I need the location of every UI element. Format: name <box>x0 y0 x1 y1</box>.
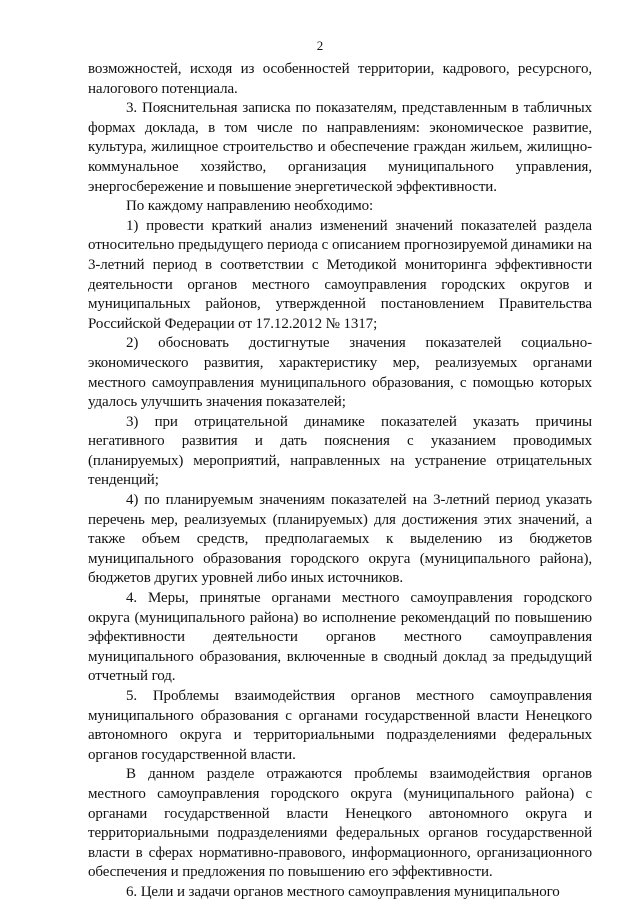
list-item-4: 4) по планируемым значениям показателей на 3-летний период указать перечень мер, реализуемых (планируемых) для достижения этих значений, а также объем средств, предполагаемых к выделению из бюджетов муниципального образования городского округа (муниципального района), бюджетов других уровней либо иных источников. <box>88 492 592 587</box>
paragraph-goals: 6. Цели и задачи органов местного самоуправления муниципального <box>126 883 560 900</box>
page-number: 2 <box>316 38 324 53</box>
list-item-3: 3) при отрицательной динамике показателей указать причины негативного развития и дать пояснения с указанием проводимых (планируемых) мероприятий, направленных на устранение отрицательных тенденций; <box>88 413 592 489</box>
paragraph-measures: 4. Меры, принятые органами местного самоуправления городского округа (муниципального района) во исполнение рекомендаций по повышению эффективности деятельности органов местного самоуправления муниципального образования, включенные в сводный доклад за предыдущий отчетный год. <box>88 590 592 685</box>
paragraph-explanatory-note: 3. Пояснительная записка по показателям, представленным в табличных формах доклада, в том числе по направлениям: экономическое развитие, культура, жилищное строительство и обеспечение граждан жильем, жилищно-коммунальное хозяйство, организация муниципального управления, энергосбережение и повышение энергетической эффективности. <box>88 100 592 195</box>
paragraph-requirements-intro: По каждому направлению необходимо: <box>126 198 374 215</box>
paragraph-continuation: возможностей, исходя из особенностей территории, кадрового, ресурсного, налогового потенциала. <box>88 61 592 97</box>
paragraph-problems-detail: В данном разделе отражаются проблемы взаимодействия органов местного самоуправления городского округа (муниципального района) с органами государственной власти Ненецкого автономного округа и территориальными подразделениями федеральных органов государственной власти в сферах нормативно-правового, информационного, организационного обеспечения и предложения по повышению его эффективности. <box>88 766 592 881</box>
list-item-2: 2) обосновать достигнутые значения показателей социально-экономического развития, характеристику мер, реализуемых органами местного самоуправления муниципального образования, с помощью которых удалось улучшить значения показателей; <box>88 335 592 411</box>
document-body <box>88 60 592 903</box>
paragraph-problems: 5. Проблемы взаимодействия органов местного самоуправления муниципального образования с органами государственной власти Ненецкого автономного округа и территориальными подразделениями федеральных органов государственной власти. <box>88 688 592 763</box>
list-item-1: 1) провести краткий анализ изменений значений показателей раздела относительно предыдущего периода с описанием прогнозируемой динамики на 3-летний период в соответствии с Методикой мониторинга эффективности деятельности органов местного самоуправления городских округов и муниципальных районов, утвержденной постановлением Правительства Российской Федерации от 17.12.2012 № 1317; <box>88 217 592 332</box>
